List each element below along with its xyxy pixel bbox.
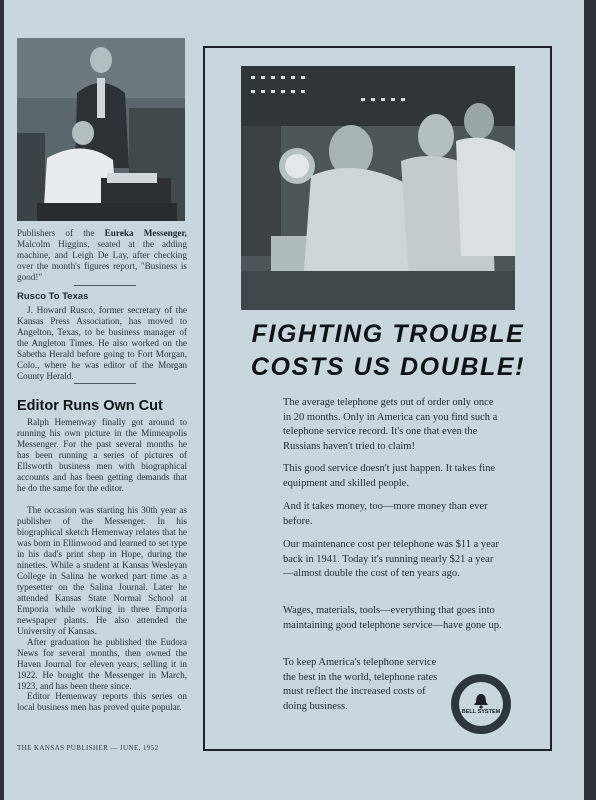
ad-paragraph: This good service doesn't just happen. It takes fine equipment and skilled people. xyxy=(283,463,496,489)
section-body-rusco: J. Howard Rusco, former secretary of the Kansas Press Association, has moved to Angelton, Texas, to be business manager of the Angleton Times. He also worked on the Sabetha Herald before going to Fort Morgan, Colo., where he was editor of the Morgan County Herald. xyxy=(17,305,187,381)
ad-paragraph: Our maintenance cost per telephone was $11 a year back in 1941. Today it's running nearly $21 a year—almost double the cost of ten years ago. xyxy=(283,539,499,579)
editor-paragraph: The occasion was starting his 30th year as publisher of the Messenger. In his biographical sketch Hemenway relates that he was born in Ellinwood and learned to set type in his dad's print shop in Hope, during the nineties. While a student at Kansas Wesleyan College in Salina he worked part time as a typesetter on the Salina Journal. Later he attended Kansas State Normal School at Emporia while working in three Emporia newspaper plants. He also attended the University of Kansas. xyxy=(17,505,187,636)
page-footer: THE KANSAS PUBLISHER — JUNE, 1952 xyxy=(17,744,159,752)
photo-caption xyxy=(17,228,187,283)
divider xyxy=(74,285,136,286)
bell-system-logo-icon xyxy=(451,674,511,734)
ad-paragraph: The average telephone gets out of order only once in 20 months. Only in America can you find such a telephone service record. It's one that even the Russians haven't tried to claim! xyxy=(283,397,498,452)
ad-headline-line2: COSTS US DOUBLE! xyxy=(250,353,526,381)
ad-paragraph: To keep America's telephone service the best in the world, telephone rates must reflect the increased costs of doing business. xyxy=(283,657,438,712)
caption-prefix: Publishers of the xyxy=(17,228,105,238)
bell-logo-text: BELL SYSTEM xyxy=(461,709,501,715)
publishers-photo xyxy=(17,38,185,221)
ad-paragraph: Wages, materials, tools—everything that goes into maintaining good telephone service—have gone up. xyxy=(283,605,502,631)
caption-rest: Malcolm Higgins, seated at the adding machine, and Leigh De Lay, after checking over the month's figures report, "Business is good!" xyxy=(17,239,187,282)
divider xyxy=(74,383,136,384)
caption-paper-name: Eureka Messenger, xyxy=(104,228,187,238)
operators-photo xyxy=(241,66,515,310)
editor-paragraph: Ralph Hemenway finally got around to running his own picture in the Minneapolis Messenger. For the past several months he has been running a series of pictures of Ellsworth business men with biographical accounts and has been getting demands that he do the same for the editor. xyxy=(17,417,187,493)
section-title-editor: Editor Runs Own Cut xyxy=(17,398,163,414)
ad-headline-line1: FIGHTING TROUBLE xyxy=(251,320,525,348)
bell-icon xyxy=(473,693,489,709)
bell-logo-inner xyxy=(459,682,503,726)
ad-paragraph: And it takes money, too—more money than ever before. xyxy=(283,501,488,527)
section-title-rusco: Rusco To Texas xyxy=(17,291,89,302)
editor-paragraph: After graduation he published the Eudora News for several months, then owned the Haven Journal for eleven years, selling it in 1922. He bought the Messenger in March, 1923, and has been there since. xyxy=(17,637,187,691)
editor-paragraph: Editor Hemenway reports this series on local business men has proved quite popular. xyxy=(17,691,187,712)
